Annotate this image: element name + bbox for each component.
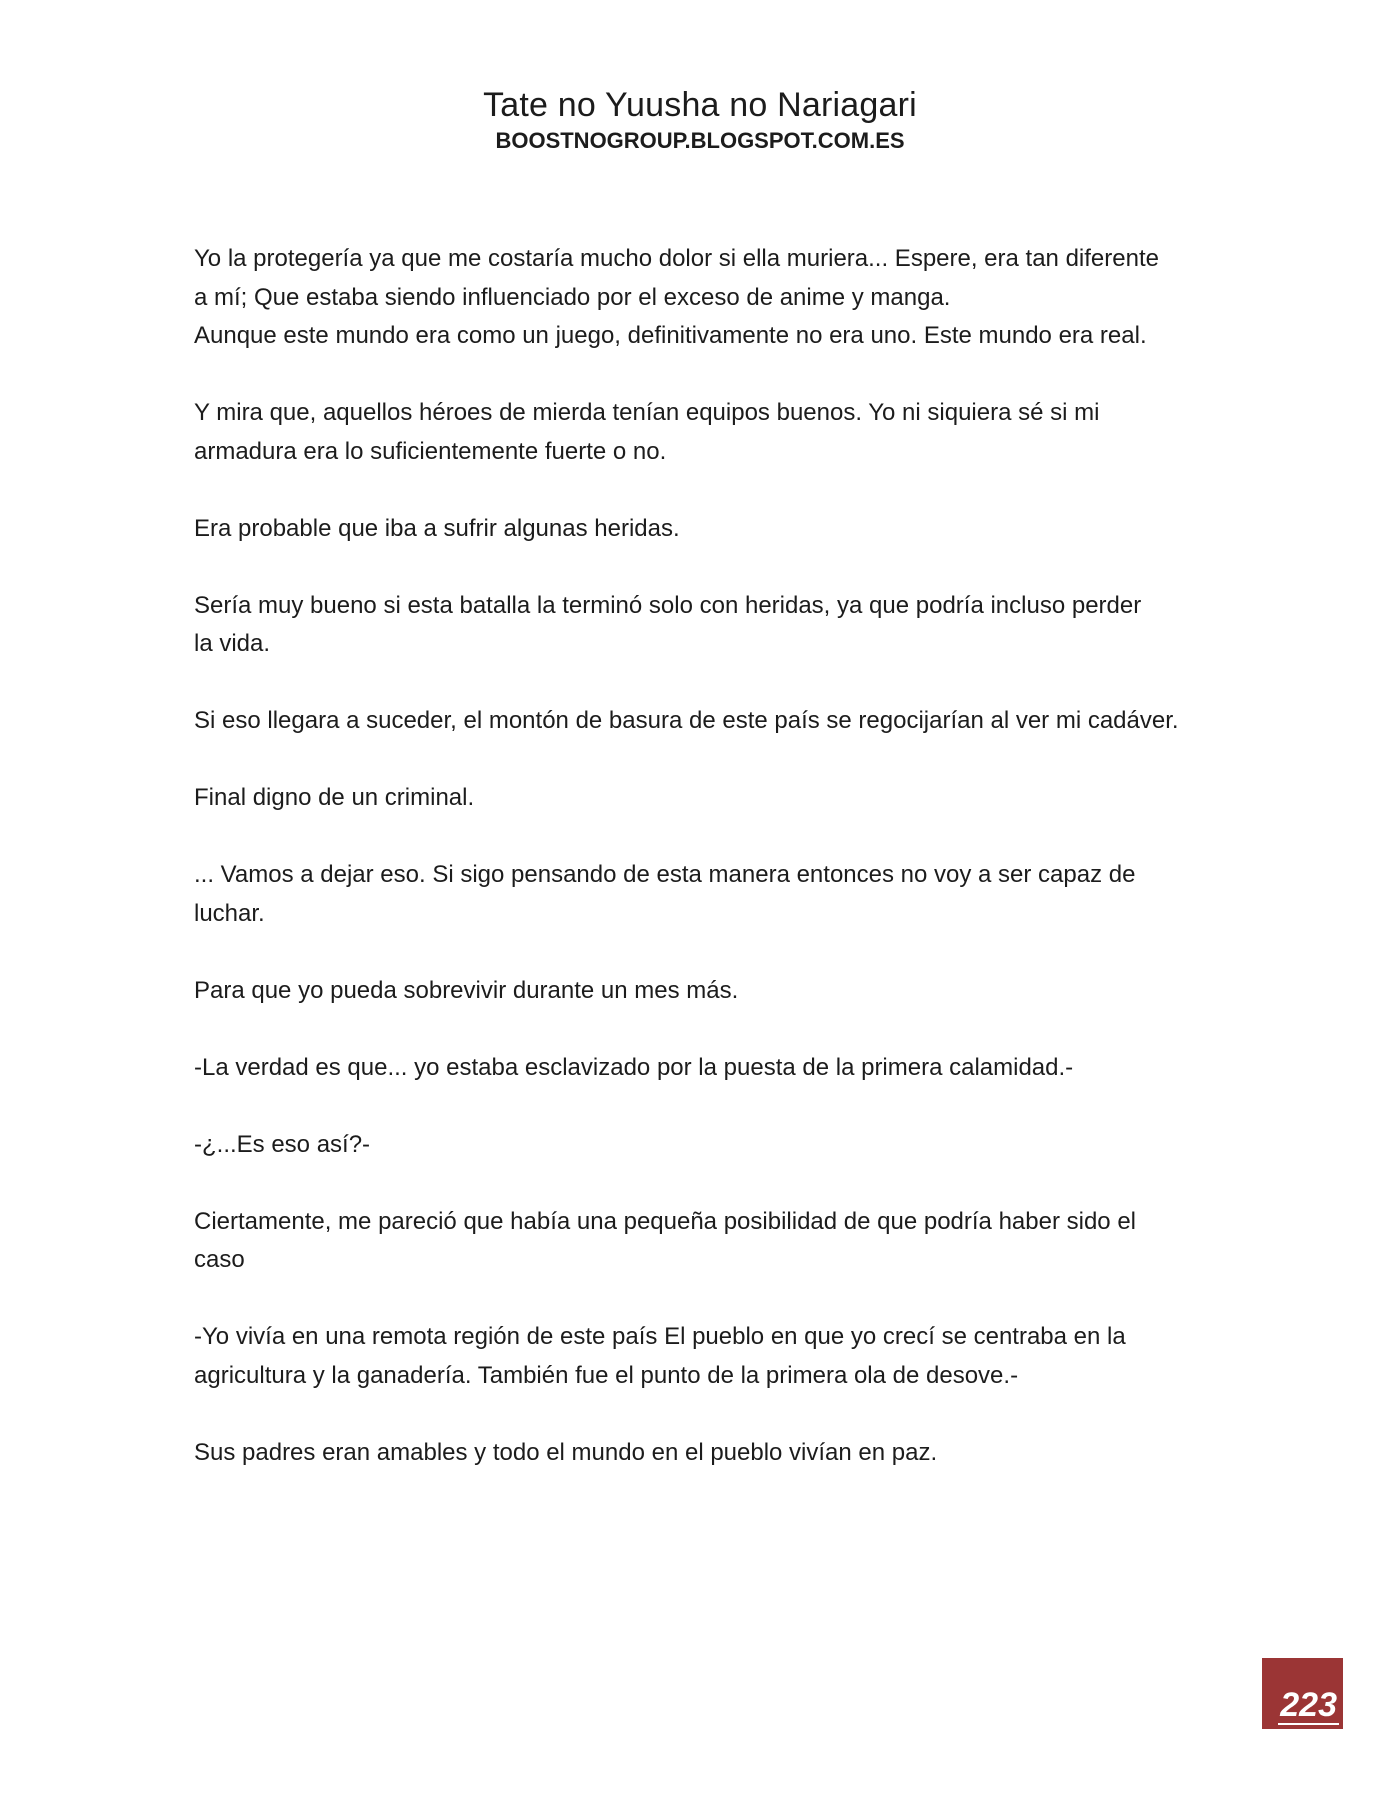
paragraph-line: Para que yo pueda sobrevivir durante un mes más. bbox=[194, 976, 739, 1004]
document-title: Tate no Yuusha no Nariagari bbox=[483, 86, 917, 124]
paragraph bbox=[194, 1318, 1224, 1395]
paragraph-line: Yo la protegería ya que me costaría mucho dolor si ella muriera... Espere, era tan diferente bbox=[194, 245, 1159, 272]
paragraph-line: ... Vamos a dejar eso. Si sigo pensando de esta manera entonces no voy a ser capaz de bbox=[194, 861, 1136, 888]
paragraph bbox=[194, 587, 1224, 664]
paragraph bbox=[194, 779, 1224, 818]
paragraph-line: Ciertamente, me pareció que había una pequeña posibilidad de que podría haber sido el bbox=[194, 1207, 1136, 1235]
paragraph-line: la vida. bbox=[194, 630, 271, 657]
page-number-badge bbox=[1262, 1658, 1343, 1729]
paragraph-line: -La verdad es que... yo estaba esclavizado por la puesta de la primera calamidad.- bbox=[194, 1053, 1074, 1081]
page-number: 223 bbox=[1280, 1686, 1337, 1724]
document-subtitle: BOOSTNOGROUP.BLOGSPOT.COM.ES bbox=[495, 128, 905, 153]
paragraph-line: Final digno de un criminal. bbox=[194, 784, 475, 811]
paragraph-line: caso bbox=[194, 1246, 245, 1273]
paragraph bbox=[194, 510, 1224, 549]
paragraph-line: a mí; Que estaba siendo influenciado por el exceso de anime y manga. bbox=[194, 283, 951, 311]
paragraph-line: -¿...Es eso así?- bbox=[194, 1130, 371, 1158]
paragraph bbox=[194, 972, 1224, 1011]
paragraph-line: -Yo vivía en una remota región de este país El pueblo en que yo crecí se centraba en la bbox=[194, 1323, 1126, 1350]
paragraph bbox=[194, 1203, 1224, 1280]
body-text bbox=[194, 240, 1224, 1511]
paragraph-line: armadura era lo suficientemente fuerte o no. bbox=[194, 437, 667, 465]
paragraph bbox=[194, 856, 1224, 933]
paragraph-line: Aunque este mundo era como un juego, definitivamente no era uno. Este mundo era real. bbox=[194, 322, 1147, 349]
paragraph bbox=[194, 394, 1224, 471]
page-header bbox=[0, 84, 1400, 156]
paragraph-line: Sus padres eran amables y todo el mundo en el pueblo vivían en paz. bbox=[194, 1438, 938, 1466]
paragraph-line: Si eso llegara a suceder, el montón de basura de este país se regocijarían al ver mi cadáver. bbox=[194, 707, 1179, 734]
paragraph bbox=[194, 1126, 1224, 1165]
paragraph-line: Era probable que iba a sufrir algunas heridas. bbox=[194, 514, 680, 542]
paragraph bbox=[194, 240, 1224, 356]
paragraph-line: Y mira que, aquellos héroes de mierda tenían equipos buenos. Yo ni siquiera sé si mi bbox=[194, 399, 1100, 426]
paragraph bbox=[194, 1049, 1224, 1088]
paragraph bbox=[194, 702, 1224, 741]
paragraph bbox=[194, 1434, 1224, 1473]
paragraph-line: agricultura y la ganadería. También fue el punto de la primera ola de desove.- bbox=[194, 1361, 1019, 1389]
paragraph-line: Sería muy bueno si esta batalla la terminó solo con heridas, ya que podría incluso perder bbox=[194, 591, 1142, 619]
paragraph-line: luchar. bbox=[194, 899, 265, 927]
